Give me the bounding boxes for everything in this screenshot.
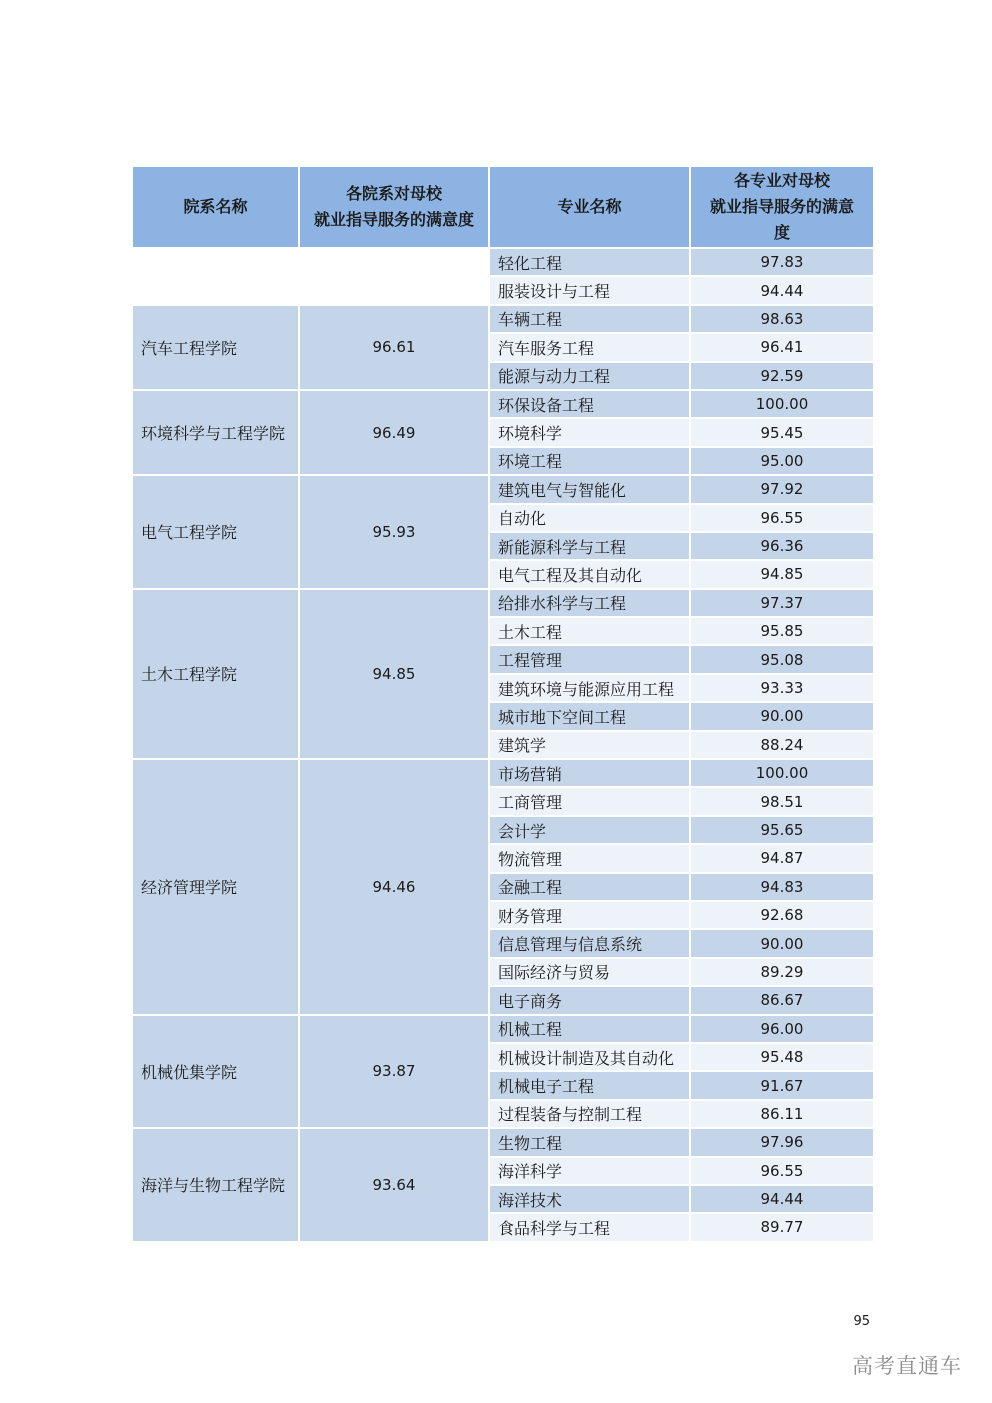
major-score-cell: 90.00 bbox=[691, 703, 873, 731]
major-score-cell: 94.85 bbox=[691, 561, 873, 589]
header-major-name: 专业名称 bbox=[490, 167, 691, 249]
major-name-cell: 过程装备与控制工程 bbox=[490, 1101, 691, 1129]
dept-name-cell: 汽车工程学院 bbox=[133, 306, 300, 391]
major-score-cell: 95.85 bbox=[691, 618, 873, 646]
major-score-cell: 98.51 bbox=[691, 788, 873, 816]
major-name-cell: 机械工程 bbox=[490, 1016, 691, 1044]
major-name-cell: 环保设备工程 bbox=[490, 391, 691, 419]
major-score-cell: 95.45 bbox=[691, 419, 873, 447]
major-name-cell: 新能源科学与工程 bbox=[490, 533, 691, 561]
major-score-cell: 96.41 bbox=[691, 334, 873, 362]
major-score-cell: 86.11 bbox=[691, 1101, 873, 1129]
table-row bbox=[133, 391, 873, 419]
major-name-cell: 城市地下空间工程 bbox=[490, 703, 691, 731]
major-score-cell: 94.83 bbox=[691, 874, 873, 902]
dept-score-cell: 95.93 bbox=[300, 476, 490, 590]
major-name-cell: 海洋技术 bbox=[490, 1186, 691, 1214]
major-name-cell: 机械电子工程 bbox=[490, 1072, 691, 1100]
dept-score-cell: 96.49 bbox=[300, 391, 490, 476]
dept-name-cell: 经济管理学院 bbox=[133, 760, 300, 1016]
dept-score-cell bbox=[300, 249, 490, 306]
dept-name-cell: 土木工程学院 bbox=[133, 590, 300, 760]
table-row bbox=[133, 590, 873, 618]
major-name-cell: 物流管理 bbox=[490, 845, 691, 873]
major-score-cell: 96.55 bbox=[691, 505, 873, 533]
major-name-cell: 电气工程及其自动化 bbox=[490, 561, 691, 589]
major-score-cell: 89.77 bbox=[691, 1214, 873, 1242]
major-name-cell: 食品科学与工程 bbox=[490, 1214, 691, 1242]
major-name-cell: 环境工程 bbox=[490, 448, 691, 476]
major-name-cell: 建筑环境与能源应用工程 bbox=[490, 675, 691, 703]
major-score-cell: 94.87 bbox=[691, 845, 873, 873]
dept-name-cell: 电气工程学院 bbox=[133, 476, 300, 590]
major-name-cell: 环境科学 bbox=[490, 419, 691, 447]
major-score-cell: 86.67 bbox=[691, 987, 873, 1015]
major-name-cell: 海洋科学 bbox=[490, 1158, 691, 1186]
major-score-cell: 100.00 bbox=[691, 391, 873, 419]
table-row bbox=[133, 1016, 873, 1044]
major-name-cell: 汽车服务工程 bbox=[490, 334, 691, 362]
dept-score-cell: 96.61 bbox=[300, 306, 490, 391]
major-name-cell: 轻化工程 bbox=[490, 249, 691, 277]
major-score-cell: 96.00 bbox=[691, 1016, 873, 1044]
major-score-cell: 94.44 bbox=[691, 277, 873, 305]
major-name-cell: 信息管理与信息系统 bbox=[490, 930, 691, 958]
major-name-cell: 建筑学 bbox=[490, 732, 691, 760]
major-score-cell: 95.48 bbox=[691, 1044, 873, 1072]
major-score-cell: 90.00 bbox=[691, 930, 873, 958]
satisfaction-table bbox=[133, 167, 873, 1243]
major-score-cell: 95.65 bbox=[691, 817, 873, 845]
major-name-cell: 机械设计制造及其自动化 bbox=[490, 1044, 691, 1072]
major-name-cell: 服装设计与工程 bbox=[490, 277, 691, 305]
major-score-cell: 91.67 bbox=[691, 1072, 873, 1100]
dept-score-cell: 94.46 bbox=[300, 760, 490, 1016]
dept-score-cell: 93.64 bbox=[300, 1129, 490, 1243]
header-major-satisfaction: 各专业对母校 就业指导服务的满意 度 bbox=[691, 167, 873, 249]
major-score-cell: 97.96 bbox=[691, 1129, 873, 1157]
major-name-cell: 工程管理 bbox=[490, 646, 691, 674]
dept-name-cell: 机械优集学院 bbox=[133, 1016, 300, 1130]
major-score-cell: 93.33 bbox=[691, 675, 873, 703]
table-row bbox=[133, 760, 873, 788]
major-score-cell: 96.55 bbox=[691, 1158, 873, 1186]
header-dept-satisfaction: 各院系对母校 就业指导服务的满意度 bbox=[300, 167, 490, 249]
header-dept-name: 院系名称 bbox=[133, 167, 300, 249]
major-score-cell: 88.24 bbox=[691, 732, 873, 760]
major-score-cell: 89.29 bbox=[691, 959, 873, 987]
major-score-cell: 92.68 bbox=[691, 902, 873, 930]
table-row bbox=[133, 306, 873, 334]
major-score-cell: 92.59 bbox=[691, 363, 873, 391]
major-name-cell: 财务管理 bbox=[490, 902, 691, 930]
table-row bbox=[133, 249, 873, 277]
major-name-cell: 车辆工程 bbox=[490, 306, 691, 334]
major-score-cell: 97.37 bbox=[691, 590, 873, 618]
major-score-cell: 96.36 bbox=[691, 533, 873, 561]
dept-name-cell: 海洋与生物工程学院 bbox=[133, 1129, 300, 1243]
major-name-cell: 市场营销 bbox=[490, 760, 691, 788]
dept-score-cell: 93.87 bbox=[300, 1016, 490, 1130]
major-name-cell: 生物工程 bbox=[490, 1129, 691, 1157]
table-body bbox=[133, 249, 873, 1243]
major-name-cell: 会计学 bbox=[490, 817, 691, 845]
major-score-cell: 94.44 bbox=[691, 1186, 873, 1214]
dept-name-cell bbox=[133, 249, 300, 306]
major-score-cell: 100.00 bbox=[691, 760, 873, 788]
major-name-cell: 能源与动力工程 bbox=[490, 363, 691, 391]
header-row bbox=[133, 167, 873, 249]
major-score-cell: 98.63 bbox=[691, 306, 873, 334]
major-score-cell: 97.83 bbox=[691, 249, 873, 277]
major-score-cell: 97.92 bbox=[691, 476, 873, 504]
major-name-cell: 国际经济与贸易 bbox=[490, 959, 691, 987]
major-name-cell: 土木工程 bbox=[490, 618, 691, 646]
major-score-cell: 95.00 bbox=[691, 448, 873, 476]
major-name-cell: 建筑电气与智能化 bbox=[490, 476, 691, 504]
table-row bbox=[133, 1129, 873, 1157]
major-score-cell: 95.08 bbox=[691, 646, 873, 674]
watermark: 高考直通车 bbox=[852, 1354, 962, 1378]
major-name-cell: 自动化 bbox=[490, 505, 691, 533]
major-name-cell: 工商管理 bbox=[490, 788, 691, 816]
table-row bbox=[133, 476, 873, 504]
page-number: 95 bbox=[853, 1314, 870, 1329]
major-name-cell: 给排水科学与工程 bbox=[490, 590, 691, 618]
dept-score-cell: 94.85 bbox=[300, 590, 490, 760]
major-name-cell: 金融工程 bbox=[490, 874, 691, 902]
dept-name-cell: 环境科学与工程学院 bbox=[133, 391, 300, 476]
major-name-cell: 电子商务 bbox=[490, 987, 691, 1015]
